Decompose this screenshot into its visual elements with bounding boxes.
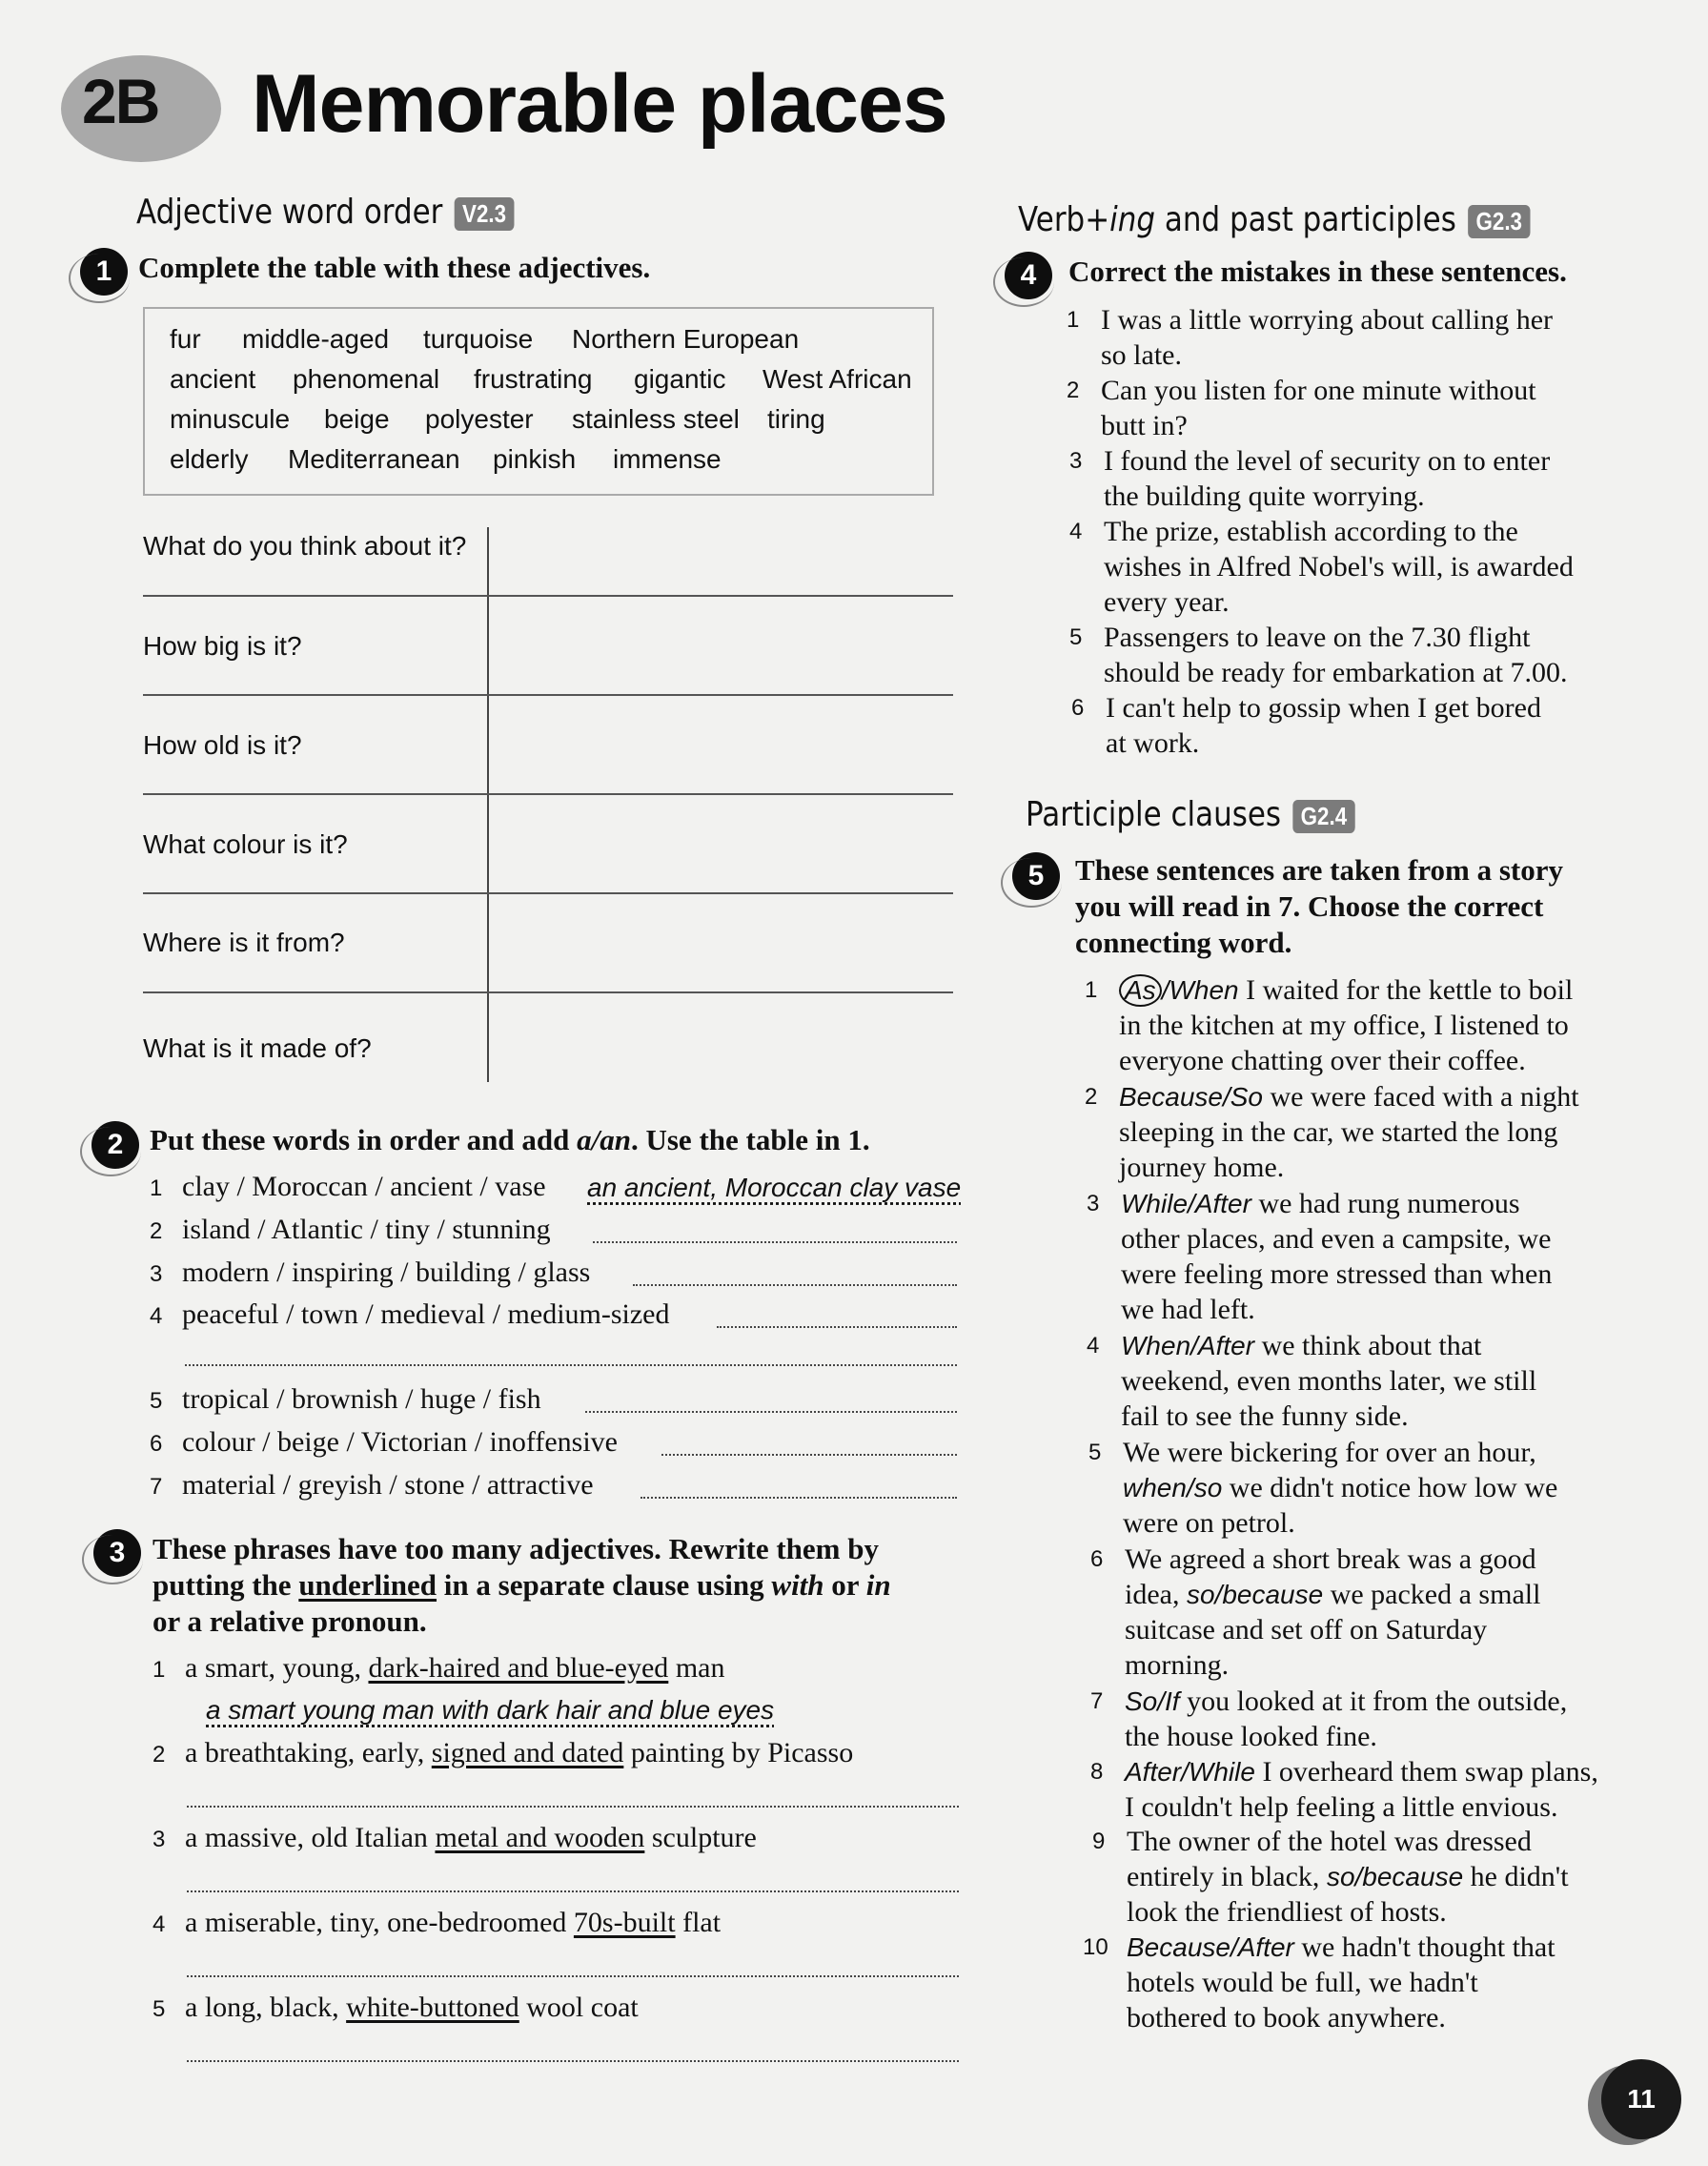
exercise-2-item: 6 colour / beige / Victorian / inoffensive	[150, 1426, 618, 1458]
exercise-5-item: 7 So/If you looked at it from the outside, the house looked fine.	[1090, 1686, 1568, 1752]
word-item: stainless steel	[572, 404, 740, 434]
section-tag: G2.3	[1468, 205, 1531, 238]
exercise-5-item: 2 Because/So we were faced with a night sleeping in the car, we started the long journey home.	[1085, 1081, 1579, 1183]
word-item: fur	[170, 324, 201, 354]
section-tag: V2.3	[454, 197, 514, 231]
word-item: middle-aged	[242, 324, 390, 354]
table-rule	[143, 694, 953, 696]
section-heading-verb-ing: Verb+ing and past participles G2.3	[1018, 200, 1531, 239]
table-rule	[143, 595, 953, 597]
word-item: tiring	[767, 404, 825, 434]
exercise-3-item: 1 a smart, young, dark-haired and blue-eyed man	[152, 1652, 725, 1684]
exercise-5-item: 5 We were bickering for over an hour, when/so we didn't notice how low we were on petrol.	[1088, 1437, 1558, 1539]
answer-line[interactable]	[187, 1806, 959, 1808]
exercise-number-5: 5	[1012, 852, 1060, 900]
exercise-5-item: 4 When/After we think about that weekend, even months later, we still fail to see the funny side.	[1087, 1330, 1537, 1432]
section-heading-participle-clauses: Participle clauses G2.4	[1026, 795, 1355, 834]
table-row-label: What is it made of?	[143, 1033, 372, 1063]
word-item: polyester	[425, 404, 534, 434]
exercise-5-instruction: These sentences are taken from a story you will read in 7. Choose the correct connecting word.	[1075, 853, 1563, 959]
exercise-4-item: 2 Can you listen for one minute without butt in?	[1067, 375, 1536, 441]
answer-line[interactable]	[717, 1326, 957, 1328]
exercise-5-item: 6 We agreed a short break was a good idea, so/because we packed a small suitcase and set off on Saturday morning.	[1090, 1543, 1541, 1681]
word-item: phenomenal	[293, 364, 440, 394]
word-item: minuscule	[170, 404, 291, 434]
table-row-label: How old is it?	[143, 730, 302, 760]
table-row-label: What colour is it?	[143, 829, 348, 859]
word-item: elderly	[170, 444, 249, 474]
exercise-3-item: 5 a long, black, white-buttoned wool coat	[152, 1992, 639, 2023]
exercise-4-item: 6 I can't help to gossip when I get bored at work.	[1071, 692, 1541, 759]
exercise-4-item: 4 The prize, establish according to the wishes in Alfred Nobel's will, is awarded every year.	[1069, 516, 1574, 618]
exercise-3-instruction: These phrases have too many adjectives. Rewrite them by putting the underlined in a separate clause using with or in or a relative pronoun.	[152, 1532, 891, 1638]
exercise-3-item: 4 a miserable, tiny, one-bedroomed 70s-built flat	[152, 1907, 722, 1938]
exercise-number-4: 4	[1005, 252, 1052, 299]
exercise-5-item: 1 As /When I waited for the kettle to boil in the kitchen at my office, I listened to everyone chatting over their coffee.	[1085, 974, 1574, 1076]
exercise-2-item: 4 peaceful / town / medieval / medium-sized	[150, 1298, 670, 1330]
exercise-4-item: 5 Passengers to leave on the 7.30 flight should be ready for embarkation at 7.00.	[1069, 622, 1568, 688]
exercise-3-item: 3 a massive, old Italian metal and wooden sculpture	[152, 1822, 757, 1853]
exercise-number-3: 3	[93, 1529, 141, 1577]
exercise-2-item: 3 modern / inspiring / building / glass	[150, 1257, 591, 1288]
exercise-5-item: 3 While/After we had rung numerous other places, and even a campsite, we were feeling more stressed than when we had left.	[1087, 1188, 1553, 1325]
circled-answer: As	[1119, 974, 1162, 1007]
answer-line[interactable]	[593, 1241, 957, 1243]
word-item: Mediterranean	[288, 444, 460, 474]
answer-line[interactable]	[585, 1411, 957, 1413]
answer-line[interactable]	[187, 1890, 959, 1892]
exercise-5-item: 10 Because/After we hadn't thought that hotels would be full, we hadn't bothered to book anywhere.	[1083, 1931, 1556, 2033]
table-rule	[143, 991, 953, 993]
word-item: beige	[324, 404, 390, 434]
word-item: ancient	[170, 364, 256, 394]
sample-answer: an ancient, Moroccan clay vase	[587, 1173, 962, 1202]
table-rule	[143, 793, 953, 795]
answer-line[interactable]	[640, 1497, 957, 1499]
exercise-2-item: 7 material / greyish / stone / attractive	[150, 1469, 594, 1501]
answer-line[interactable]	[661, 1454, 957, 1456]
exercise-4-item: 1 I was a little worrying about calling her so late.	[1067, 304, 1554, 371]
word-item: Northern European	[572, 324, 800, 354]
word-item: gigantic	[634, 364, 726, 394]
word-item: turquoise	[423, 324, 534, 354]
table-row-label: What do you think about it?	[143, 531, 467, 561]
exercise-number-2: 2	[92, 1121, 139, 1169]
exercise-2-instruction: Put these words in order and add a/an. Use the table in 1.	[150, 1123, 870, 1156]
table-row-label: Where is it from?	[143, 928, 345, 957]
section-heading-adjective-word-order	[136, 193, 515, 232]
exercise-4-item: 3 I found the level of security on to enter the building quite worrying.	[1069, 445, 1551, 512]
table-divider	[487, 527, 489, 1082]
word-item: frustrating	[474, 364, 593, 394]
word-item: West African	[762, 364, 912, 394]
exercise-4-instruction: Correct the mistakes in these sentences.	[1068, 255, 1567, 288]
word-item: immense	[613, 444, 722, 474]
sample-answer: a smart young man with dark hair and blue eyes	[206, 1695, 775, 1725]
answer-line[interactable]	[185, 1364, 957, 1366]
exercise-5-item: 8 After/While I overheard them swap plans, I couldn't help feeling a little envious.	[1090, 1756, 1598, 1823]
answer-line[interactable]	[187, 1975, 959, 1977]
answer-line[interactable]	[633, 1284, 957, 1286]
answer-line[interactable]	[187, 2060, 959, 2062]
exercise-1-instruction: Complete the table with these adjectives.	[138, 251, 651, 284]
word-item: pinkish	[493, 444, 577, 474]
page-number: 11	[1601, 2059, 1681, 2139]
page-title: Memorable places	[252, 58, 947, 150]
unit-code: 2B	[82, 66, 159, 136]
section-heading-text: Adjective word order	[136, 193, 443, 232]
section-tag: G2.4	[1292, 800, 1355, 833]
exercise-3-item: 2 a breathtaking, early, signed and dated painting by Picasso	[152, 1737, 854, 1768]
exercise-2-item: 2 island / Atlantic / tiny / stunning	[150, 1214, 551, 1245]
exercise-2-item: 1 clay / Moroccan / ancient / vase	[150, 1171, 546, 1202]
table-rule	[143, 892, 953, 894]
exercise-2-item: 5 tropical / brownish / huge / fish	[150, 1383, 541, 1415]
table-row-label: How big is it?	[143, 631, 302, 661]
exercise-5-item: 9 The owner of the hotel was dressed entirely in black, so/because he didn't look the friendliest of hosts.	[1092, 1826, 1569, 1928]
exercise-number-1: 1	[80, 248, 128, 296]
